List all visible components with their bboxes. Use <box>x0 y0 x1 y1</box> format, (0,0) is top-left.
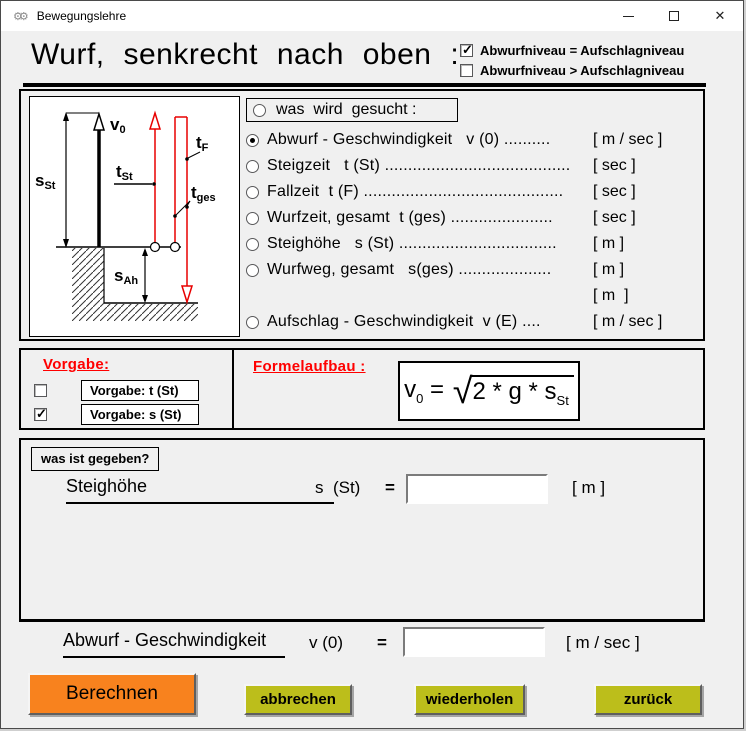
maximize-button[interactable] <box>651 1 697 31</box>
equal-level-checkbox[interactable] <box>460 44 473 57</box>
zurueck-button[interactable]: zurück <box>594 684 702 715</box>
greater-level-label: Abwurfniveau > Aufschlagniveau <box>480 62 685 78</box>
option-abwurf-geschwindigkeit: Abwurf - Geschwindigkeit v (0) .......... [ m / sec ] <box>246 127 703 153</box>
vorgabe-title: Vorgabe: <box>43 356 110 373</box>
close-icon: ✕ <box>714 8 726 23</box>
result-unit: [ m / sec ] <box>566 633 640 652</box>
option-wurfweg: Wurfweg, gesamt s(ges) .................... [ m ] <box>246 257 703 283</box>
option-radio[interactable] <box>246 134 259 147</box>
was-ist-gegeben-label: was ist gegeben? <box>31 447 159 471</box>
diagram-label-v0: v0 <box>110 115 126 136</box>
vorgabe-s-st-checkbox[interactable] <box>34 408 47 421</box>
result-symbol: v (0) <box>309 633 343 652</box>
greater-level-checkbox[interactable] <box>460 64 473 77</box>
option-radio[interactable] <box>246 186 259 199</box>
search-header-radio[interactable] <box>253 104 266 117</box>
page-title: Wurf, senkrecht nach oben : <box>31 38 460 71</box>
option-unit-only-row: [ m ] <box>593 287 629 304</box>
app-icon: ⚙⚙ <box>13 10 25 23</box>
formula-lhs: $v_0$ = <box>404 376 451 406</box>
window-title: Bewegungslehre <box>36 9 127 23</box>
throw-diagram-svg <box>30 97 239 336</box>
option-radio[interactable] <box>246 212 259 225</box>
given-unit: [ m ] <box>572 478 606 497</box>
result-equals: = <box>377 633 387 652</box>
option-radio[interactable] <box>246 238 259 251</box>
minimize-icon <box>623 16 634 17</box>
vorgabe-pane <box>21 350 234 428</box>
vorgabe-s-st-label: Vorgabe: s (St) <box>81 404 199 425</box>
main-panel <box>19 89 705 341</box>
given-equals: = <box>385 478 395 497</box>
window-controls <box>605 1 743 31</box>
diagram-label-t-f: tF <box>196 133 209 154</box>
result-quantity-label: Abwurf - Geschwindigkeit <box>63 630 285 658</box>
heading-divider <box>23 83 706 87</box>
vorgabe-t-st-checkbox[interactable] <box>34 384 47 397</box>
formula-radicand: 2 * g * $s_{St}$ <box>470 375 574 408</box>
search-header-box <box>246 98 458 122</box>
throw-diagram <box>29 96 240 337</box>
option-wurfzeit: Wurfzeit, gesamt t (ges) ...................... [ sec ] <box>246 205 703 231</box>
close-button[interactable] <box>697 1 743 31</box>
vorgabe-t-st-label: Vorgabe: t (St) <box>81 380 199 401</box>
maximize-icon <box>669 11 679 21</box>
option-radio[interactable] <box>246 160 259 173</box>
formelaufbau-title: Formelaufbau : <box>253 358 366 375</box>
titlebar <box>1 1 743 31</box>
diagram-label-s-ah: sAh <box>114 266 139 287</box>
option-radio[interactable] <box>246 264 259 277</box>
checkbox-row-greater-level <box>460 60 684 80</box>
option-aufschlag-geschwindigkeit: Aufschlag - Geschwindigkeit v (E) .... [ m / sec ] <box>246 309 703 335</box>
equal-level-label: Abwurfniveau = Aufschlagniveau <box>480 42 685 58</box>
vorgabe-row-s-st <box>34 404 199 425</box>
vorgabe-formel-panel <box>19 348 705 430</box>
checkbox-row-equal-level <box>460 40 684 60</box>
search-header-label: was wird gesucht : <box>276 101 417 118</box>
diagram-label-t-ges: tges <box>191 183 216 204</box>
given-quantity-label: Steighöhe <box>66 476 334 504</box>
result-value-input[interactable] <box>403 627 545 657</box>
given-value-input[interactable] <box>406 474 548 504</box>
berechnen-button[interactable]: Berechnen <box>28 673 196 715</box>
formula-box <box>398 361 580 421</box>
diagram-label-t-st: tSt <box>116 162 133 183</box>
option-radio[interactable] <box>246 316 259 329</box>
option-steighoehe: Steighöhe s (St) .................................. [ m ] <box>246 231 703 257</box>
minimize-button[interactable] <box>605 1 651 31</box>
vorgabe-row-t-st <box>34 380 199 401</box>
diagram-label-s-st: sSt <box>35 171 56 192</box>
sqrt-icon: √ <box>452 370 473 411</box>
level-checkboxes <box>460 40 684 80</box>
abbrechen-button[interactable]: abbrechen <box>244 684 352 715</box>
option-steigzeit: Steigzeit t (St) ........................................ [ sec ] <box>246 153 703 179</box>
formel-pane <box>234 350 703 428</box>
wiederholen-button[interactable]: wiederholen <box>414 684 525 715</box>
given-panel <box>19 438 705 622</box>
search-options <box>246 127 703 335</box>
option-fallzeit: Fallzeit t (F) ........................................... [ sec ] <box>246 179 703 205</box>
given-symbol: s (St) <box>315 478 361 497</box>
